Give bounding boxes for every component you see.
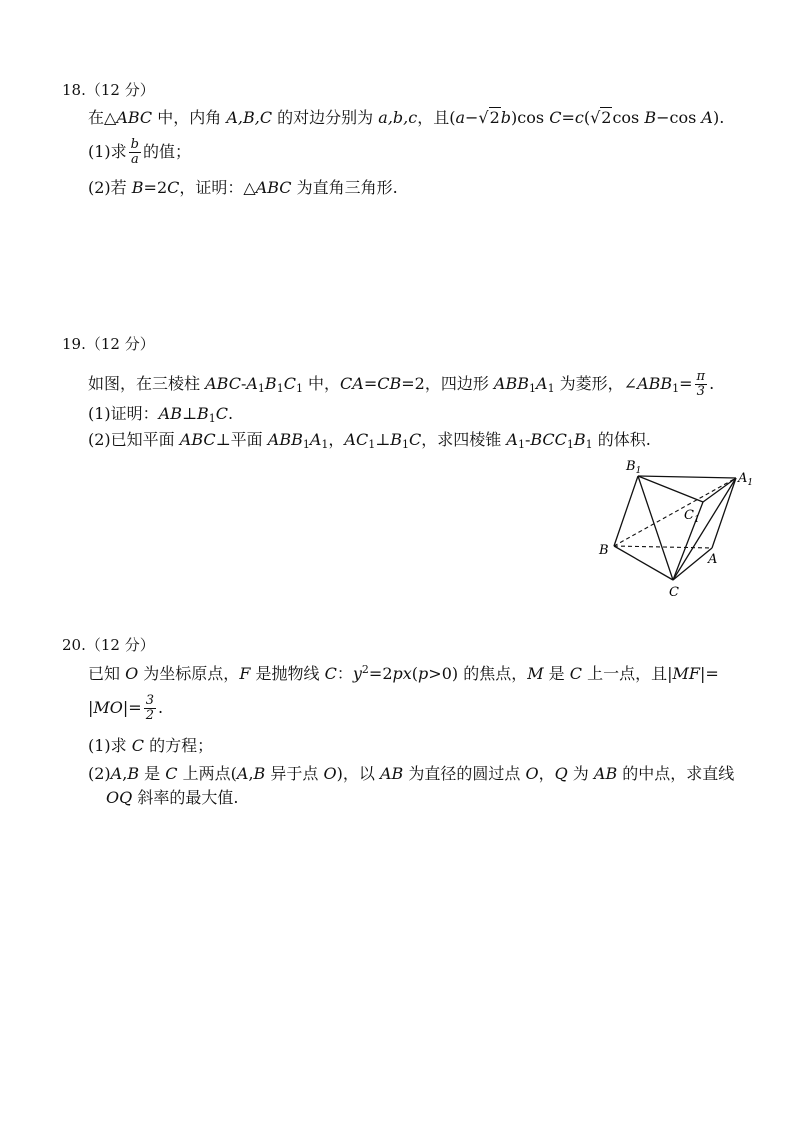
q18-stem: 在△ABC 中，内角 A,B,C 的对边分别为 a,b,c，且(a−√2b)cos C=c(√2cos B−cos A). [88,108,725,127]
label-C: C [669,585,679,600]
label-A: A [708,552,718,567]
prism-figure [596,456,766,608]
edge-BA1-hidden [614,478,736,546]
label-B1: $B_1$ [626,459,642,476]
edge-A1C1 [703,478,736,502]
edge-BA-hidden [614,546,712,548]
q20-heading: 20.（12 分） [62,636,155,654]
q19-part1: (1)证明：$AB\perp B_1C$. [88,404,234,425]
q20-part1: (1)求 C 的方程； [88,736,214,755]
label-B: B [599,543,609,558]
edge-B1A1 [638,476,736,478]
q19-heading: 19.（12 分） [62,335,155,353]
sqrt-symbol: √2 [478,108,500,127]
label-A1: $A_1$ [738,471,754,488]
edge-A1A [712,478,736,548]
prism-diagram [596,456,766,604]
edge-B1B [614,476,638,546]
q18-heading: 18.（12 分） [62,81,155,99]
q19-part2: (2)已知平面 ABC⊥平面 $ABB_1A_1$，$AC_1\perp B_1C$，求四棱锥 $A_1-BCC_1B_1$ 的体积. [88,430,651,451]
q19-stem: 如图，在三棱柱 ABC-$A_1B_1C_1$ 中，CA=CB=2，四边形 $ABB_1A_1$ 为菱形，$\angle ABB_1=$ $\frac{\pi}{3}$ . [88,369,715,399]
q20-part2: (2)A,B 是 C 上两点(A,B 异于点 O)，以 AB 为直径的圆过点 O，Q 为 AB 的中点，求直线 [88,764,735,783]
edge-B1C1 [638,476,703,502]
q20-part2-cont: OQ 斜率的最大值. [106,788,239,807]
q18-part1: (1)求 $\frac{b}{a}$ 的值； [88,137,192,167]
q18-part2: (2)若 B=2C，证明：△ABC 为直角三角形. [88,178,398,197]
fraction-b-over-a: $\frac{b}{a}$ [130,137,139,167]
fraction-pi-over-3: $\frac{\pi}{3}$ [696,369,706,399]
fraction-3-over-2: $\frac{3}{2}$ [145,693,154,723]
edge-BC [614,546,673,580]
q20-line1: 已知 O 为坐标原点，F 是抛物线 C：$y^2=2px(p>0)$ 的焦点，M 是 C 上一点，且|MF|= [88,663,719,683]
label-C1: $C_1$ [684,508,700,525]
q20-line2: |MO|= $\frac{3}{2}$ . [88,693,164,723]
edge-B1C [638,476,673,580]
sqrt-symbol: √2 [590,108,612,127]
